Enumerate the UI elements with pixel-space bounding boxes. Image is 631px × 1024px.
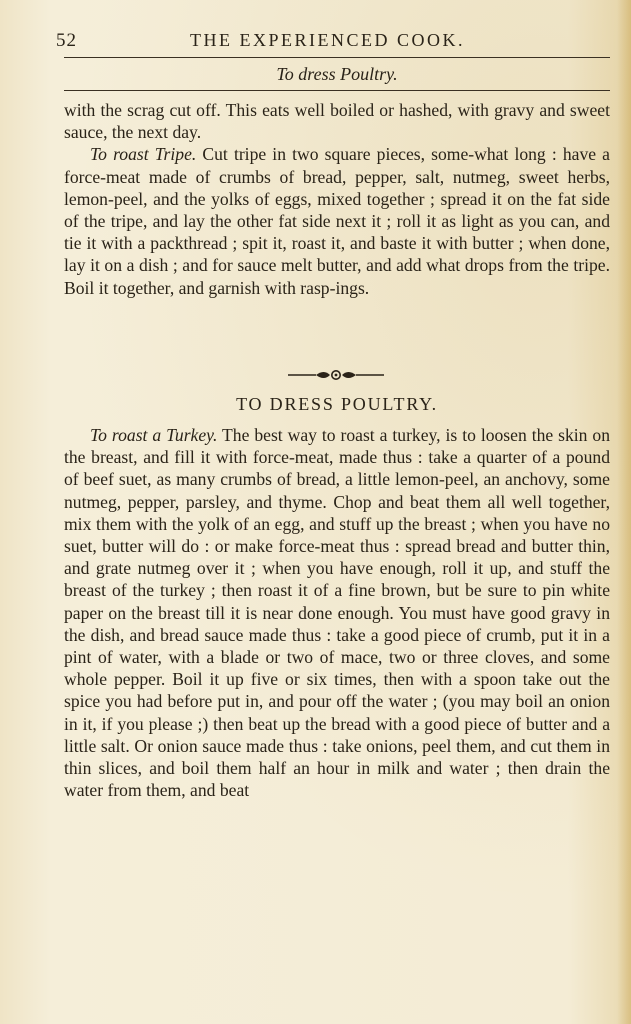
printer-ornament-icon — [286, 368, 386, 382]
text-block-bottom — [64, 424, 610, 801]
recipe-title-turkey: To roast a Turkey. — [90, 425, 218, 445]
text-block-top — [64, 99, 610, 299]
section-heading: To dress Poultry. — [276, 64, 398, 84]
recipe-title-tripe: To roast Tripe. — [90, 144, 197, 165]
page-edge-stain — [617, 0, 631, 1024]
recipe-body-tripe: Cut tripe in two square pieces, some-what long : have a force-meat made of crumbs of bread, pepper, salt, nutmeg, sweet herbs, lemon-peel, and the yolks of eggs, mixed together ; spread it on the fat side of the tripe, and lay the other fat side next it ; roll it as light as you can, and tie it with a packthread ; spit it, roast it, and baste it with butter ; when done, lay it on a dish ; and for sauce melt butter, and add what drops from the tripe. Boil it together, and garnish with rasp-ings. — [64, 144, 610, 298]
recipe-body-turkey: The best way to roast a turkey, is to loosen the skin on the breast, and fill it with force-meat, made thus : take a quarter of a pound of beef suet, as many crumbs of bread, a little lemon-peel, an anchovy, some nutmeg, pepper, parsley, and thyme. Chop and beat them all well together, mix them with the yolk of an egg, and stuff up the breast ; when you have no suet, butter will do : or make force-meat thus : spread bread and butter thin, and grate nutmeg over it ; when you have enough, roll it up, and stuff the breast of the turkey ; then roast it of a fine brown, but be sure to pin white paper on the breast till it is near done enough. You must have good gravy in the dish, and bread sauce made thus : take a good piece of crumb, put it in a pint of water, with a blade or two of mace, two or three cloves, and some whole pepper. Boil it up five or six times, then with a spoon take out the spice you had before put in, and pour off the water ; (you may boil an onion in it, if you please ;) then beat up the bread with a good piece of butter and a little salt. Or onion sauce made thus : take onions, peel them, and cut them in thin slices, and boil them half an hour in milk and water ; then drain the water from them, and beat — [64, 425, 610, 801]
running-head: THE EXPERIENCED COOK. — [190, 30, 465, 50]
chapter-title: TO DRESS POULTRY. — [236, 394, 438, 414]
section-rule — [64, 90, 610, 91]
page-number: 52 — [56, 30, 77, 51]
recipe-roast-tripe — [64, 143, 610, 298]
recipe-roast-turkey — [64, 424, 610, 801]
page-header — [56, 30, 616, 54]
header-rule — [64, 57, 610, 58]
continuation-paragraph: with the scrag cut off. This eats well boiled or hashed, with gravy and sweet sauce, the next day. — [64, 100, 610, 143]
